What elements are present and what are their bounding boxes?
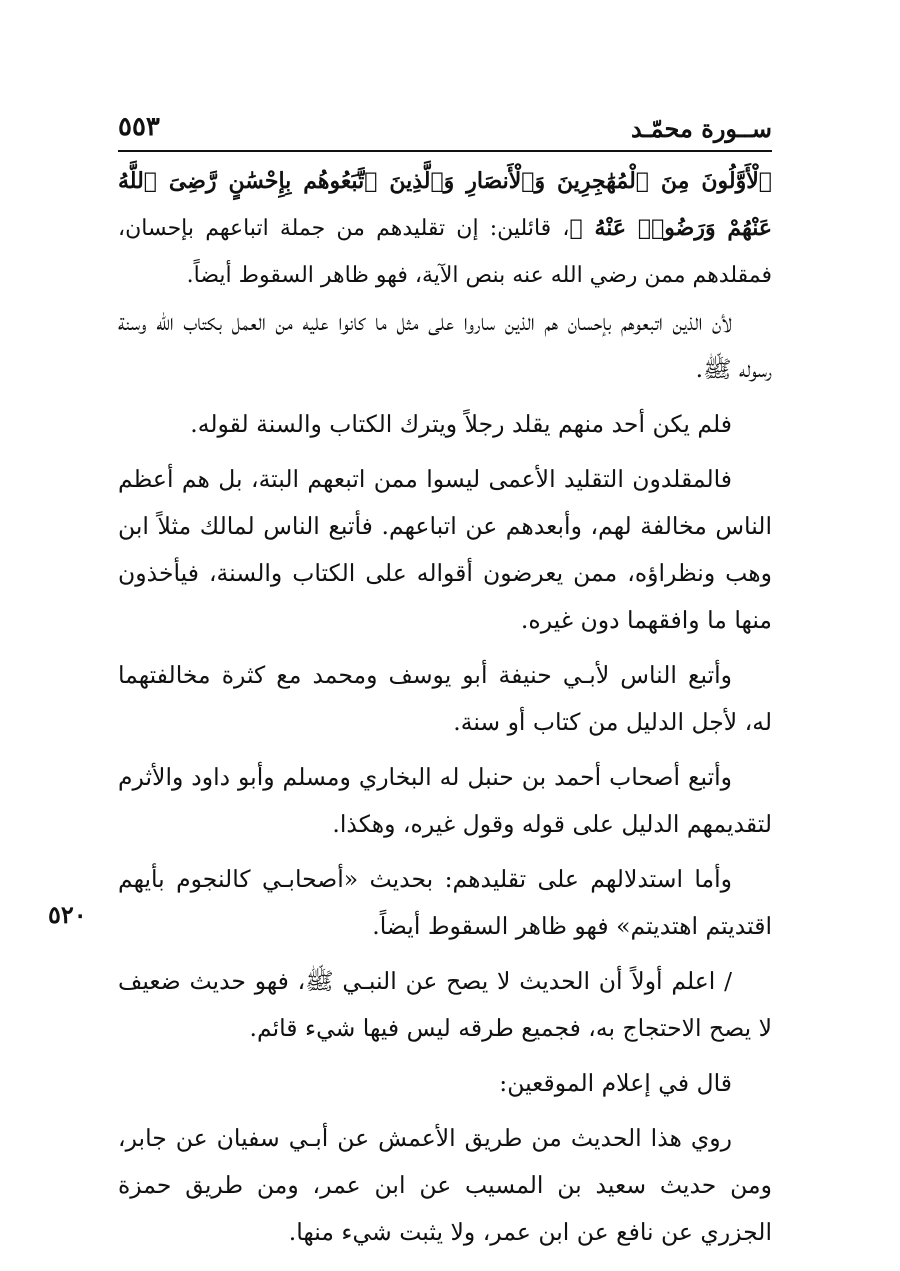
main-text <box>118 158 772 1264</box>
paragraph: قال في إعلام الموقعين: <box>499 1069 732 1097</box>
page-header <box>118 110 772 152</box>
paragraph: فلم يكن أحد منهم يقلد رجلاً ويترك الكتاب والسنة لقوله. <box>190 410 732 438</box>
paragraph: وأما استدلالهم على تقليدهم: بحديث «أصحابـي كالنجوم بأيهم اقتديتم اهتديتم» فهو ظاهر السقوط أيضاً. <box>118 865 772 940</box>
surah-title: ســورة محمّـد <box>631 114 772 143</box>
page-number: ٥٥٣ <box>118 112 160 142</box>
paragraph-quran-quote <box>118 158 772 299</box>
paragraph: فالمقلدون التقليد الأعمى ليسوا ممن اتبعهم البتة، بل هم أعظم الناس مخالفة لهم، وأبعدهم عن اتباعهم. فأتبع الناس لمالك مثلاً ابن وهب ونظراؤه، ممن يعرضون أقواله على الكتاب والسنة، فيأخذون منها ما وافقهما دون غيره. <box>118 465 772 634</box>
paragraph: لأن الذين اتبعوهم بإحسان هم الذين ساروا على مثل ما كانوا عليه من العمل بكتاب الله وسنة رسوله ﷺ. <box>118 308 772 383</box>
paragraph-text: ، قائلين: إن تقليدهم من جملة اتباعهم بإحسان، فمقلدهم ممن رضي الله عنه بنص الآية، فهو ظاهر السقوط أيضاً. <box>118 216 772 288</box>
quran-verse: ٱلْأَوَّلُونَ مِنَ ٱلْمُهَٰجِرِينَ وَٱلْأَنصَارِ وَٱلَّذِينَ ٱتَّبَعُوهُم بِإِحْسَٰنٍ رَّضِىَ ٱللَّهُ عَنْهُمْ وَرَضُوا۟ عَنْهُ ﴾ <box>118 168 772 241</box>
margin-page-reference: ٥٢٠ <box>48 900 87 929</box>
paragraph: روي هذا الحديث من طريق الأعمش عن أبـي سفيان عن جابر، ومن حديث سعيد بن المسيب عن ابن عمر، ومن طريق حمزة الجزري عن نافع عن ابن عمر، ولا يثبت شيء منها. <box>118 1124 772 1246</box>
paragraph: وأتبع أصحاب أحمد بن حنبل له البخاري ومسلم وأبو داود والأثرم لتقديمهم الدليل على قوله وقول غيره، وهكذا. <box>118 763 772 838</box>
paragraph: / اعلم أولاً أن الحديث لا يصح عن النبـي ﷺ، فهو حديث ضعيف لا يصح الاحتجاج به، فجميع طرقه ليس فيها شيء قائم. <box>118 967 772 1042</box>
paragraph: وأتبع الناس لأبـي حنيفة أبو يوسف ومحمد مع كثرة مخالفتهما له، لأجل الدليل من كتاب أو سنة. <box>118 661 772 736</box>
